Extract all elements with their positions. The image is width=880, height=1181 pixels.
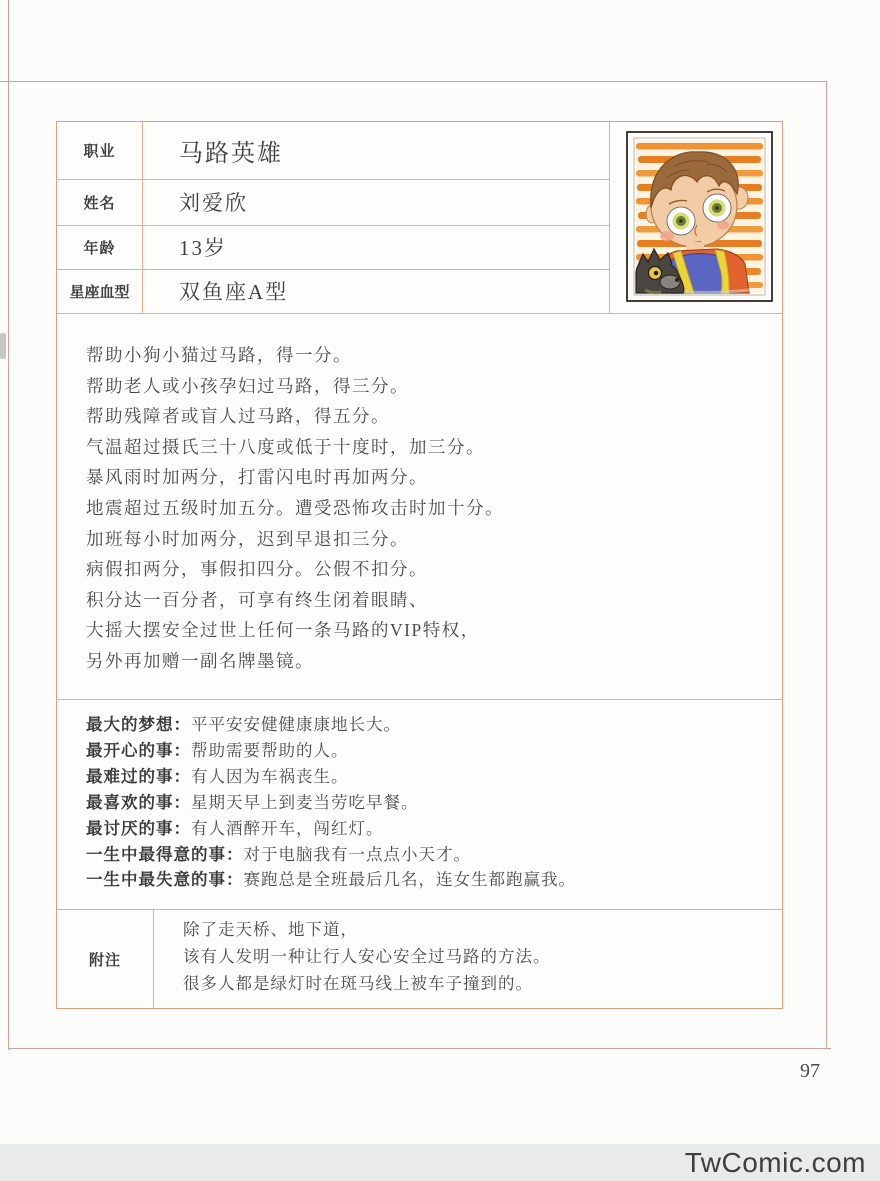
trait-label: 最难过的事： [86, 766, 191, 786]
note-line: 除了走天桥、地下道， [183, 920, 358, 939]
trait-value: 对于电脑我有一点点小天才。 [243, 844, 471, 864]
field-value-zodiac-blood: 双鱼座A型 [179, 280, 289, 304]
traits-list [86, 712, 766, 893]
note-line: 很多人都是绿灯时在斑马线上被车子撞到的。 [183, 974, 533, 993]
page-frame-top-rule [0, 81, 827, 82]
note-line: 该有人发明一种让行人安心安全过马路的方法。 [183, 947, 551, 966]
trait-label: 一生中最失意的事： [86, 870, 244, 890]
trait-line [86, 842, 766, 868]
watermark-text: TwComic.com [684, 1146, 866, 1178]
trait-value: 星期天早上到麦当劳吃早餐。 [191, 792, 419, 812]
field-value-occupation: 马路英雄 [179, 141, 283, 167]
field-label-zodiac-blood: 星座血型 [69, 284, 130, 301]
trait-line [86, 764, 766, 790]
trait-value: 有人因为车祸丧生。 [191, 766, 349, 786]
trait-label: 最大的梦想： [86, 715, 191, 734]
note-label-divider [153, 909, 154, 1008]
table-right-edge [609, 122, 610, 313]
note-top-line [57, 909, 782, 910]
rule-line: 帮助小狗小猫过马路，得一分。 [86, 345, 352, 365]
profile-card [56, 121, 783, 1009]
field-label-name: 姓名 [83, 195, 116, 212]
section-divider [57, 699, 782, 700]
trait-value: 赛跑总是全班最后几名，连女生都跑赢我。 [243, 870, 576, 890]
profile-photo [625, 130, 774, 303]
note-content [183, 916, 763, 997]
field-value-name: 刘爱欣 [179, 191, 248, 215]
trait-label: 最讨厌的事： [86, 818, 191, 838]
scan-smudge [0, 333, 6, 359]
rule-line: 帮助老人或小孩孕妇过马路，得三分。 [86, 375, 409, 396]
note-label: 附注 [88, 952, 121, 969]
trait-value: 帮助需要帮助的人。 [191, 740, 349, 760]
table-label-divider [142, 122, 143, 313]
trait-line [86, 816, 766, 842]
field-label-occupation: 职业 [83, 144, 116, 160]
trait-label: 一生中最得意的事： [86, 844, 244, 864]
field-label-age: 年龄 [83, 240, 116, 257]
scoring-rules [86, 340, 746, 677]
page-number: 97 [800, 1060, 820, 1082]
rule-line: 大摇大摆安全过世上任何一条马路的VIP特权， [86, 620, 480, 641]
rule-line: 积分达一百分者，可享有终生闭着眼睛、 [86, 589, 428, 610]
rule-line: 帮助残障者或盲人过马路，得五分。 [86, 406, 390, 427]
trait-line [86, 738, 766, 764]
trait-line [86, 790, 766, 816]
rule-line: 病假扣两分，事假扣四分。公假不扣分。 [86, 559, 428, 580]
field-value-age: 13岁 [179, 236, 227, 260]
page-frame-right-rule [826, 81, 827, 1049]
trait-label: 最喜欢的事： [86, 792, 191, 812]
table-bottom-line [57, 313, 782, 314]
rule-line: 加班每小时加两分，迟到早退扣三分。 [86, 528, 409, 549]
boy-and-dog-illustration [625, 130, 774, 303]
trait-label: 最开心的事： [86, 740, 191, 760]
trait-value: 平平安安健健康康地长大。 [191, 715, 401, 734]
rule-line: 另外再加赠一副名牌墨镜。 [86, 650, 314, 671]
page-frame-bottom-rule [8, 1048, 831, 1049]
rule-line: 地震超过五级时加五分。遭受恐怖攻击时加十分。 [86, 497, 504, 518]
rule-line: 气温超过摄氏三十八度或低于十度时，加三分。 [86, 436, 485, 457]
trait-line [86, 867, 766, 893]
rule-line: 暴风雨时加两分，打雷闪电时再加两分。 [86, 467, 428, 488]
trait-line [86, 712, 766, 738]
watermark-bar [0, 1144, 880, 1181]
page-frame-left-rule [8, 0, 9, 1050]
trait-value: 有人酒醉开车，闯红灯。 [191, 818, 384, 838]
